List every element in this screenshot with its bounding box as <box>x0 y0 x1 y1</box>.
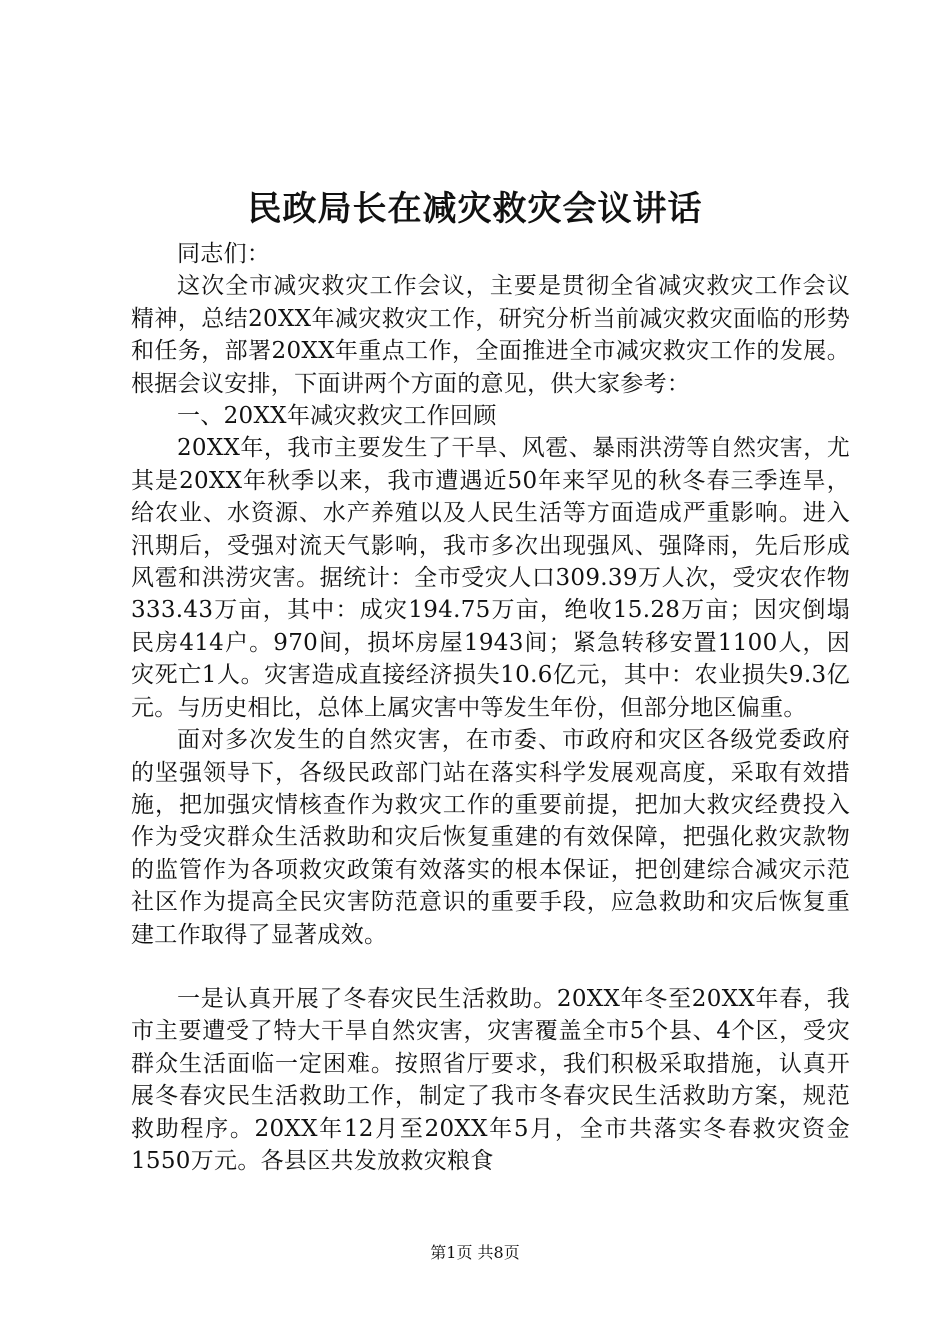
winter-spring-relief-paragraph: 一是认真开展了冬春灾民生活救助。20XX年冬至20XX年春，我市主要遭受了特大干旱自然灾害，灾害覆盖全市5个县、4个区，受灾群众生活面临一定困难。按照省厅要求，我们积极采取措施，认真开展冬春灾民生活救助工作，制定了我市冬春灾民生活救助方案，规范救助程序。20XX年12月至20XX年5月，全市共落实冬春救灾资金1550万元。各县区共发放救灾粮食 <box>131 985 850 1174</box>
document-body <box>131 238 850 1177</box>
section-heading: 一、20XX年减灾救灾工作回顾 <box>177 403 497 430</box>
intro-paragraph: 这次全市减灾救灾工作会议，主要是贯彻全省减灾救灾工作会议精神，总结20XX年减灾救灾工作，研究分析当前减灾救灾面临的形势和任务，部署20XX年重点工作，全面推进全市减灾救灾工作的发展。根据会议安排，下面讲两个方面的意见，供大家参考： <box>131 273 850 397</box>
page-number-footer: 第1页 共8页 <box>430 1243 520 1262</box>
response-measures-paragraph: 面对多次发生的自然灾害，在市委、市政府和灾区各级党委政府的坚强领导下，各级民政部门站在落实科学发展观高度，采取有效措施，把加强灾情核查作为救灾工作的重要前提，把加大救灾经费投入作为受灾群众生活救助和灾后恢复重建的有效保障，把强化救灾款物的监管作为各项救灾政策有效落实的根本保证，把创建综合减灾示范社区作为提高全民灾害防范意识的重要手段，应急救助和灾后恢复重建工作取得了显著成效。 <box>131 727 850 948</box>
disaster-statistics-paragraph: 20XX年，我市主要发生了干旱、风雹、暴雨洪涝等自然灾害，尤其是20XX年秋季以来，我市遭遇近50年来罕见的秋冬春三季连旱，给农业、水资源、水产养殖以及人民生活等方面造成严重影响。进入汛期后，受强对流天气影响，我市多次出现强风、强降雨，先后形成风雹和洪涝灾害。据统计：全市受灾人口309.39万人次，受灾农作物333.43万亩，其中：成灾194.75万亩，绝收15.28万亩；因灾倒塌民房414户。970间，损坏房屋1943间；紧急转移安置1100人，因灾死亡1人。灾害造成直接经济损失10.6亿元，其中：农业损失9.3亿元。与历史相比，总体上属灾害中等发生年份，但部分地区偏重。 <box>131 435 850 721</box>
salutation-paragraph: 同志们： <box>177 241 271 267</box>
document-title: 民政局长在减灾救灾会议讲话 <box>247 189 703 229</box>
